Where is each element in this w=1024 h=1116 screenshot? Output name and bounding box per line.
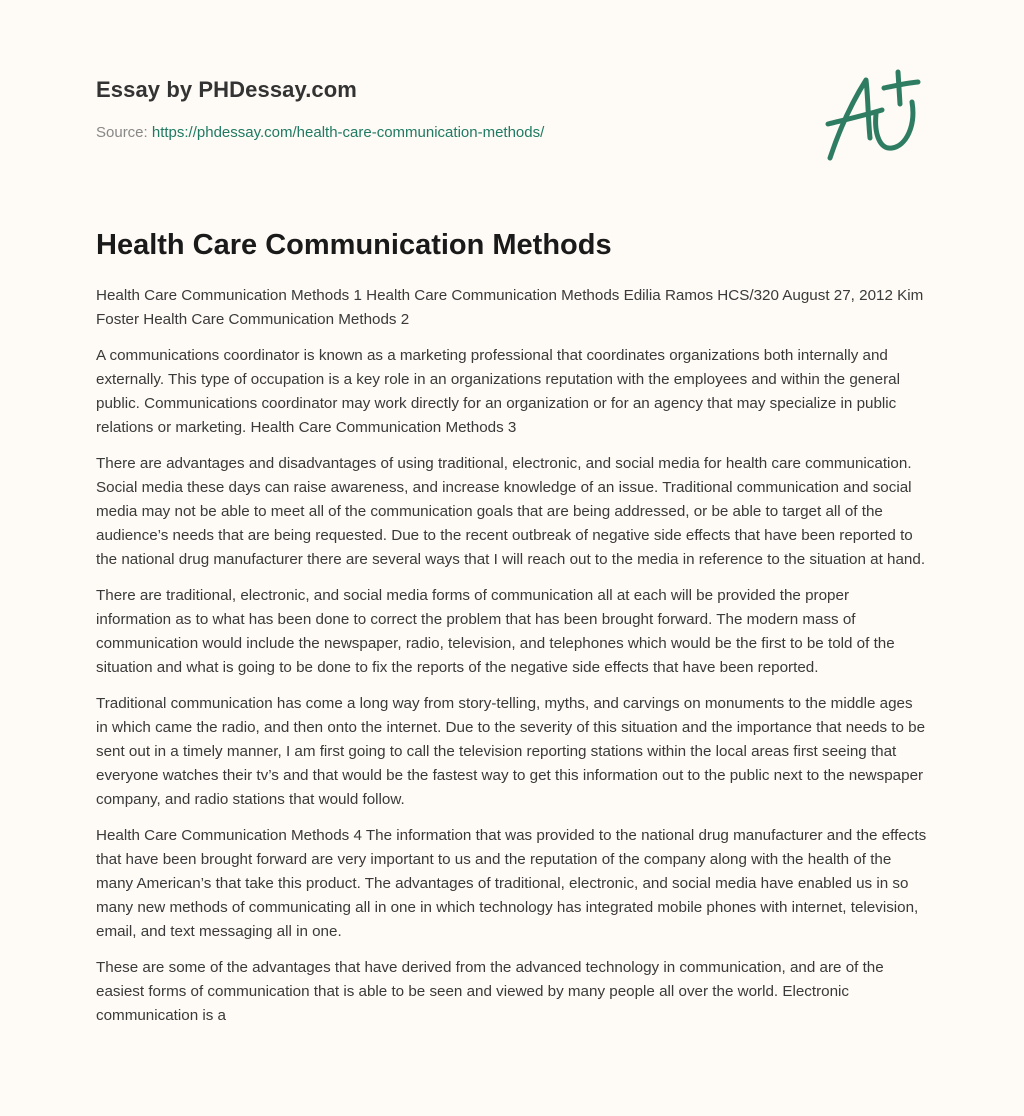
essay-paragraph: Traditional communication has come a long way from story-telling, myths, and carvings on monuments to the middle ages in which came the radio, and then onto the internet. Due to the severity of this situation and the importance that needs to be sent out in a timely manner, I am first going to call the television reporting stations within the local areas first seeing that everyone watches their tv’s and that would be the fastest way to get this information out to the public next to the newspaper company, and radio stations that would follow. xyxy=(96,695,926,808)
essay-paragraph: Health Care Communication Methods 4 The information that was provided to the national drug manufacturer and the effects that have been brought forward are very important to us and the reputation of the company along with the health of the many American’s that take this product. The advantages of traditional, electronic, and social media have enabled us in so many new methods of communicating all in one in which technology has integrated mobile phones with internet, television, email, and text messaging all in one. xyxy=(96,827,927,940)
source-link[interactable]: https://phdessay.com/health-care-communication-methods/ xyxy=(151,124,545,141)
essay-title: Health Care Communication Methods xyxy=(96,229,612,261)
essay-paragraph: Health Care Communication Methods 1 Health Care Communication Methods Edilia Ramos HCS/320 August 27, 2012 Kim Foster Health Care Communication Methods 2 xyxy=(96,287,924,328)
brand-name: Essay by PHDessay.com xyxy=(96,77,357,102)
page-header xyxy=(96,76,696,143)
essay-paragraph: These are some of the advantages that have derived from the advanced technology in communication, and are of the easiest forms of communication that is able to be seen and viewed by many people all over the world. Electronic communication is a xyxy=(96,959,884,1024)
essay-body xyxy=(96,284,928,1040)
essay-paragraph: A communications coordinator is known as a marketing professional that coordinates organizations both internally and externally. This type of occupation is a key role in an organizations reputation with the employees and within the general public. Communications coordinator may work directly for an organization or for an agency that may specialize in public relations or marketing. Health Care Communication Methods 3 xyxy=(96,347,901,436)
a-plus-grade-icon xyxy=(818,66,930,166)
source-line xyxy=(96,123,696,143)
essay-paragraph: There are advantages and disadvantages of using traditional, electronic, and social media for health care communication. Social media these days can raise awareness, and increase knowledge of an issue. Traditional communication and social media may not be able to meet all of the communication goals that are being addressed, or be able to target all of the audience’s needs that are being requested. Due to the recent outbreak of negative side effects that have been reported to the national drug manufacturer there are several ways that I will reach out to the media in reference to the situation at hand. xyxy=(96,455,926,568)
essay-paragraph: There are traditional, electronic, and social media forms of communication all at each will be provided the proper information as to what has been done to correct the problem that has been brought forward. The modern mass of communication would include the newspaper, radio, television, and telephones which would be the first to be told of the situation and what is going to be done to fix the reports of the negative side effects that have been reported. xyxy=(96,587,895,676)
source-label: Source: xyxy=(96,124,148,141)
